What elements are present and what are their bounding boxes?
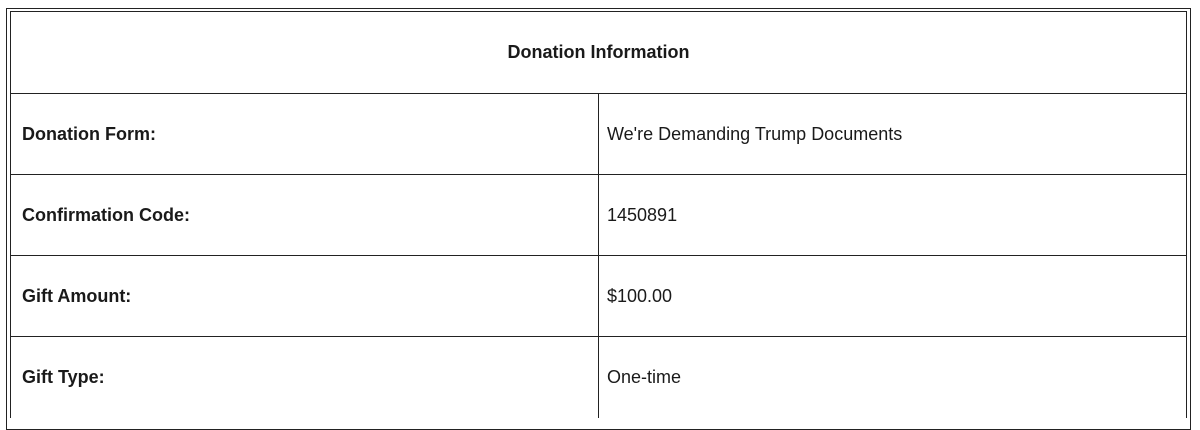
gift-amount-label: Gift Amount: <box>11 256 599 337</box>
table-row <box>11 256 1187 337</box>
gift-type-value: One-time <box>599 337 1187 418</box>
confirmation-code-label: Confirmation Code: <box>11 175 599 256</box>
table-row <box>11 94 1187 175</box>
table-row <box>11 337 1187 418</box>
gift-type-label: Gift Type: <box>11 337 599 418</box>
table-row <box>11 175 1187 256</box>
gift-amount-value: $100.00 <box>599 256 1187 337</box>
table-title: Donation Information <box>11 12 1187 94</box>
table-header-row <box>11 12 1187 94</box>
confirmation-code-value: 1450891 <box>599 175 1187 256</box>
donation-form-label: Donation Form: <box>11 94 599 175</box>
donation-info-table <box>10 11 1187 418</box>
donation-form-value: We're Demanding Trump Documents <box>599 94 1187 175</box>
